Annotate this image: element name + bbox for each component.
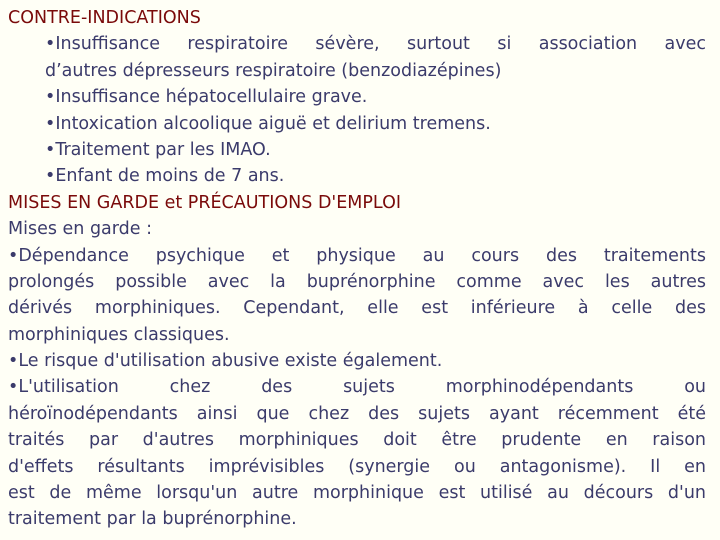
text-line: traités par d'autres morphiniques doit être prudente en raison — [8, 430, 706, 451]
text-line: traitement par la buprénorphine. — [8, 509, 297, 530]
subtitle: Mises en garde : — [8, 219, 152, 240]
text-line: morphiniques classiques. — [8, 324, 230, 345]
text-line: •Insuffisance respiratoire sévère, surtout si association avec — [45, 34, 706, 55]
text-line: •Enfant de moins de 7 ans. — [45, 166, 285, 187]
text-line: héroïnodépendants ainsi que chez des sujets ayant récemment été — [8, 403, 706, 424]
text-line: est de même lorsqu'un autre morphinique est utilisé au décours d'un — [8, 483, 706, 504]
text-line: d'effets résultants imprévisibles (synergie ou antagonisme). Il en — [8, 456, 706, 477]
section-title-contre-indications: CONTRE-INDICATIONS — [8, 8, 201, 28]
text-line: •Intoxication alcoolique aiguë et delirium tremens. — [45, 113, 491, 134]
text-line: •Le risque d'utilisation abusive existe également. — [8, 351, 443, 372]
section-title-mises-en-garde: MISES EN GARDE et PRÉCAUTIONS D'EMPLOI — [8, 192, 401, 213]
document-page — [0, 5, 720, 533]
text-line: •Traitement par les IMAO. — [45, 139, 271, 160]
text-line: prolongés possible avec la buprénorphine comme avec les autres — [8, 271, 706, 292]
text-line: d’autres dépresseurs respiratoire (benzodiazépines) — [45, 60, 502, 81]
text-line: •Insuffisance hépatocellulaire grave. — [45, 87, 368, 108]
text-line: •L'utilisation chez des sujets morphinodépendants ou — [8, 377, 706, 398]
text-line: dérivés morphiniques. Cependant, elle est inférieure à celle des — [8, 298, 706, 319]
text-line: •Dépendance psychique et physique au cours des traitements — [8, 245, 706, 266]
